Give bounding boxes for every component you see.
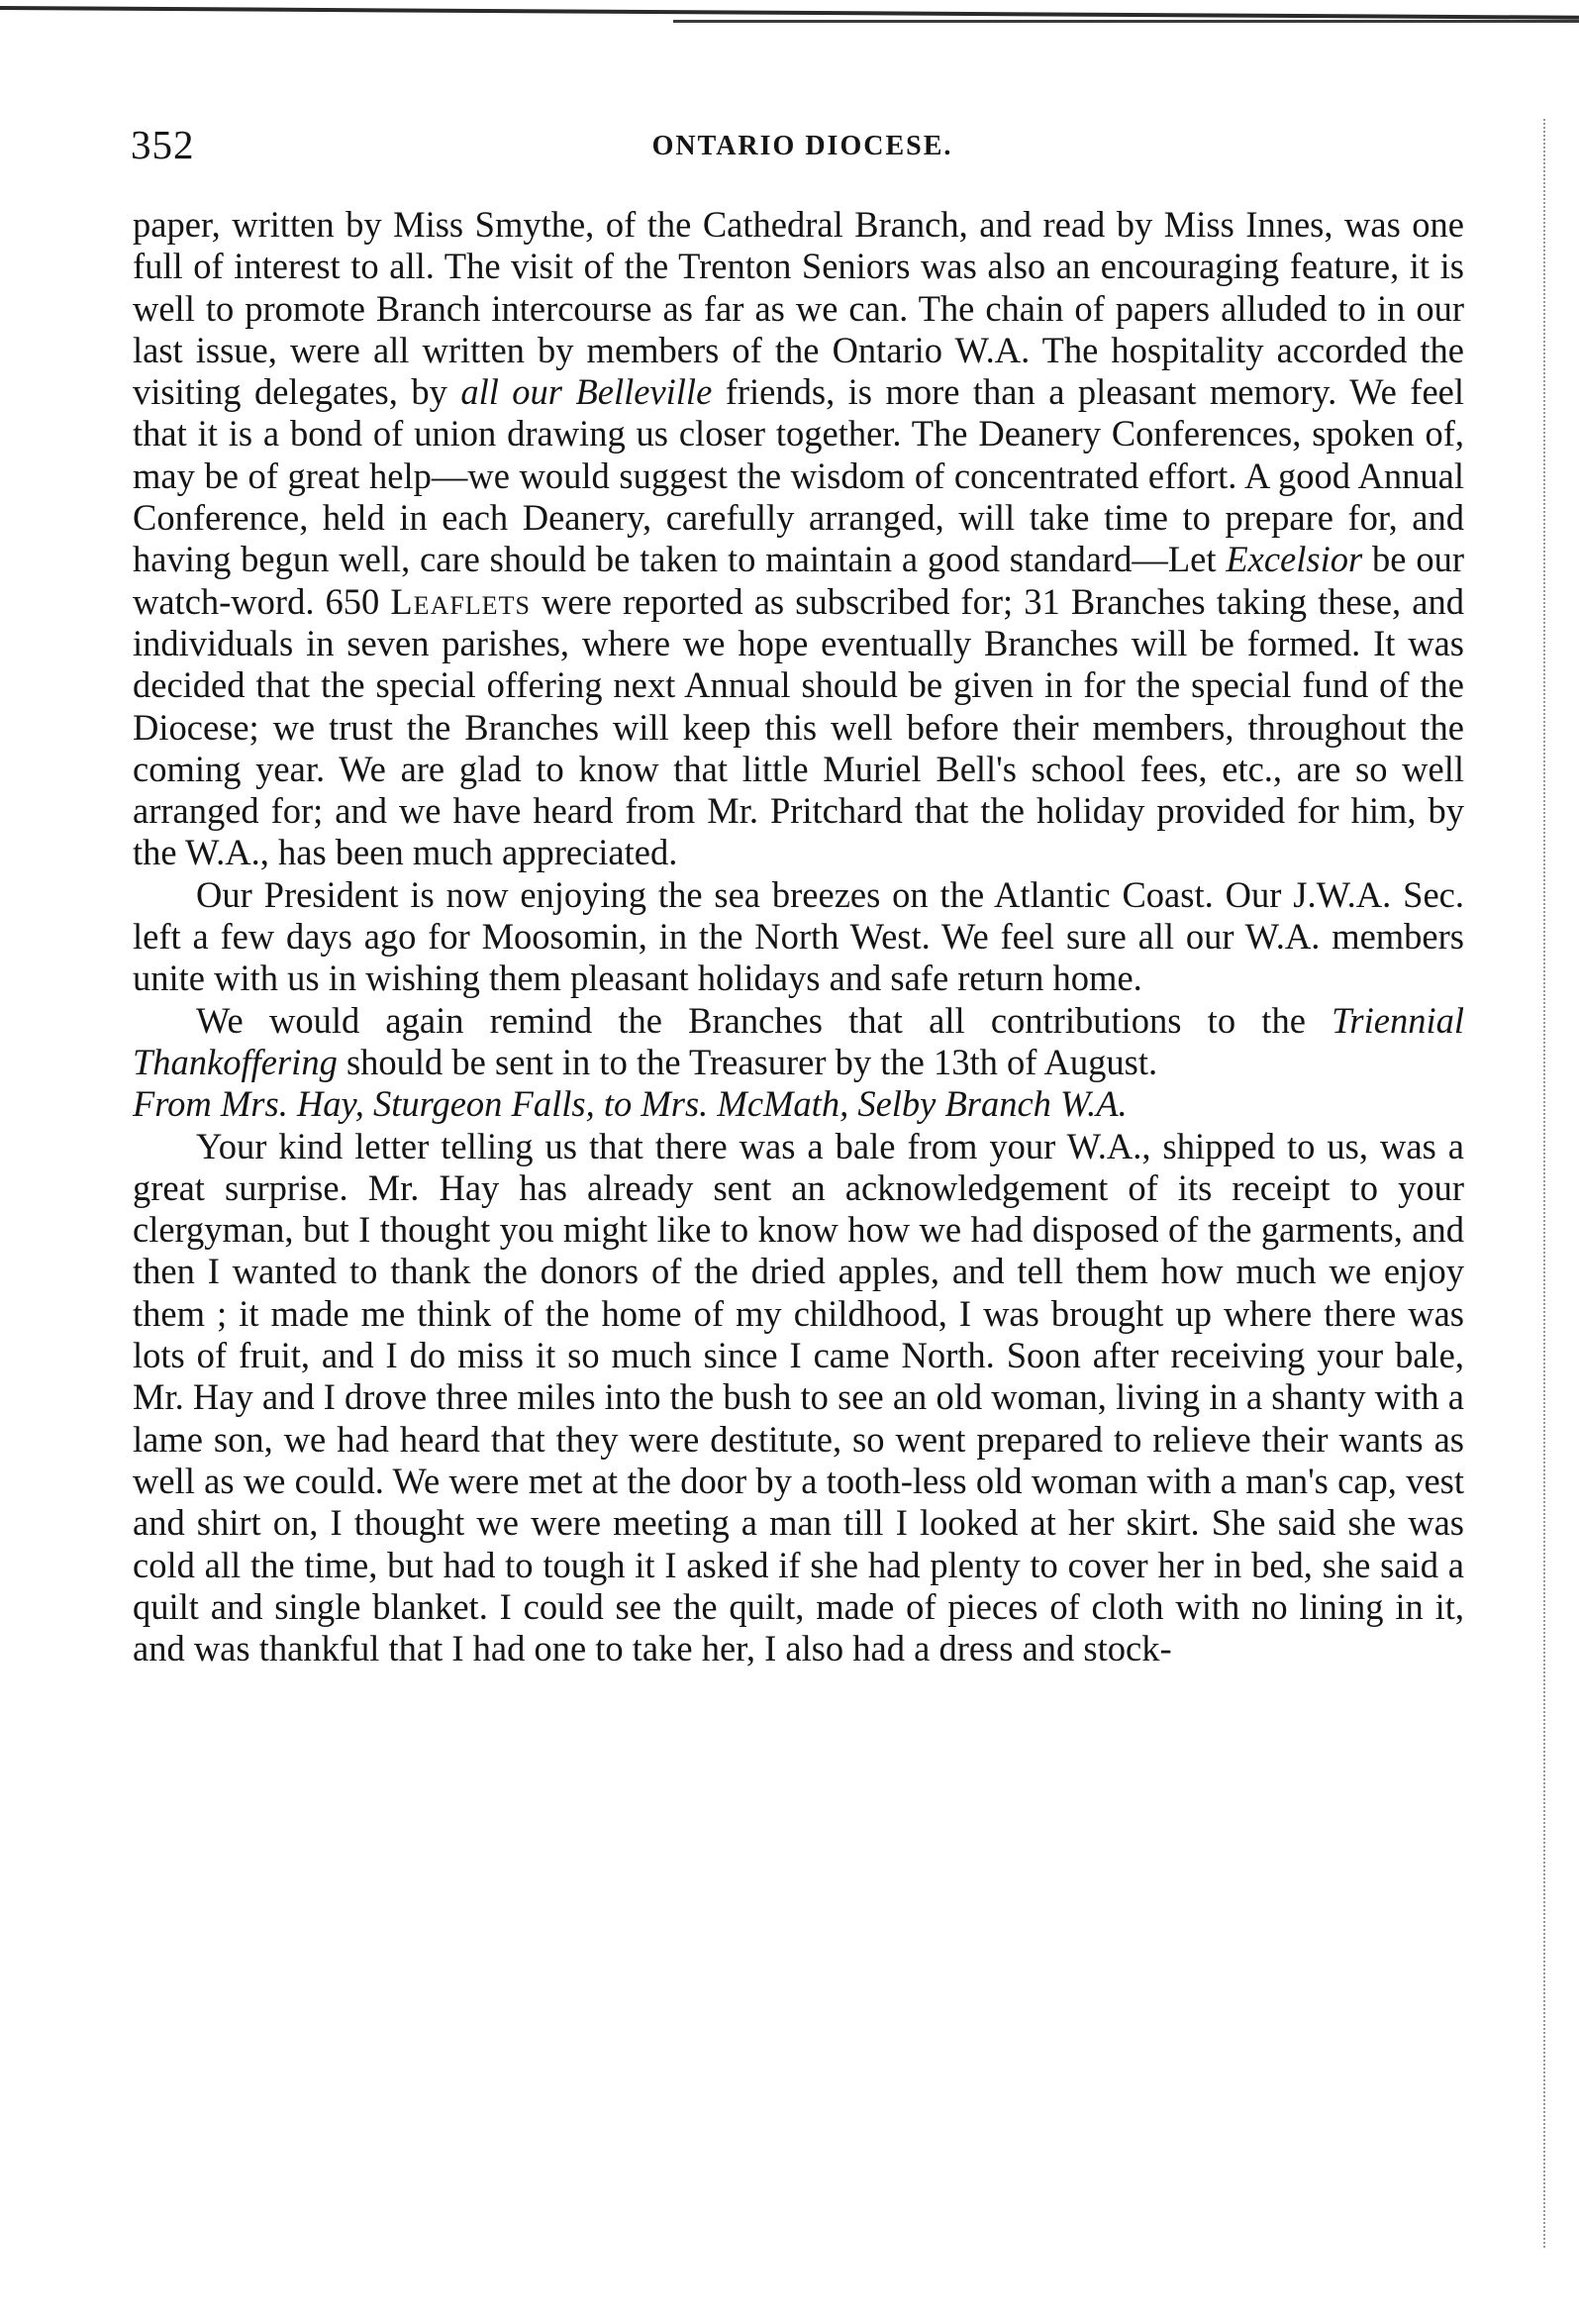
page-body: [133, 204, 1464, 1669]
page-number: 352: [131, 122, 195, 167]
running-head: ONTARIO DIOCESE.: [651, 131, 953, 161]
paragraph-text: We would again remind the Branches that all contributions to the: [196, 999, 1332, 1041]
smallcaps-word: Leaflets: [390, 580, 531, 622]
paragraph-president: Our President is now enjoying the sea breezes on the Atlantic Coast. Our J.W.A. Sec. left a few days ago for Moosomin, in the North West. We feel sure all our W.A. members unite with us in wishing them pleasant holidays and safe return home.: [133, 873, 1464, 999]
paragraph-text: were reported as subscribed for; 31 Branches taking these, and individuals in seven parishes, where we hope eventually Branches will be formed. It was decided that the special offering next Annual should be given in for the special fund of the Diocese; we trust the Branches will keep this well before their members, throughout the coming year. We are glad to know that little Muriel Bell's school fees, etc., are so well arranged for; and we have heard from Mr. Pritchard that the holiday provided for him, by the W.A., has been much appreciated.: [133, 580, 1464, 873]
top-border-rule: [0, 6, 1579, 20]
paragraph-continued: [133, 204, 1464, 874]
italic-phrase: all our Belleville: [460, 371, 713, 413]
italic-phrase: Triennial Thankoffering: [133, 999, 1464, 1082]
page-header: [131, 117, 1474, 178]
page-edge-dots: [1543, 119, 1545, 2248]
letter-heading-text: From Mrs. Hay, Sturgeon Falls, to Mrs. McMath, Selby Branch W.A.: [133, 1083, 1128, 1125]
italic-phrase: Excelsior: [1226, 539, 1363, 580]
paragraph-reminder: [133, 1000, 1464, 1084]
paragraph-letter: Your kind letter telling us that there was a bale from your W.A., shipped to us, was a great surprise. Mr. Hay has already sent an acknowledgement of its receipt to your clergyman, but I thought you might like to know how we had disposed of the garments, and then I wanted to thank the donors of the dried apples, and tell them how much we enjoy them ; it made me think of the home of my childhood, I was brought up where there was lots of fruit, and I do miss it so much since I came North. Soon after receiving your bale, Mr. Hay and I drove three miles into the bush to see an old woman, living in a shanty with a lame son, we had heard that they were destitute, so went prepared to relieve their wants as well as we could. We were met at the door by a tooth-less old woman with a man's cap, vest and shirt on, I thought we were meeting a man till I looked at her skirt. She said she was cold all the time, but had to tough it I asked if she had plenty to cover her in bed, she said a quilt and single blanket. I could see the quilt, made of pieces of cloth with no lining in it, and was thankful that I had one to take her, I also had a dress and stock-: [133, 1125, 1464, 1669]
paragraph-text: be our watch-word. 650: [133, 539, 1465, 622]
paragraph-text: friends, is more than a pleasant memory. We feel that it is a bond of union drawing us closer together. The Deanery Conferences, spoken of, may be of great help—we would suggest the wisdom of concentrated effort. A good Annual Conference, held in each Deanery, carefully arranged, will take time to prepare for, and having begun well, care should be taken to maintain a good standard—Let: [133, 371, 1464, 580]
letter-heading: [133, 1083, 1464, 1125]
top-border-rule-secondary: [673, 20, 1579, 23]
paragraph-text: paper, written by Miss Smythe, of the Cathedral Branch, and read by Miss Innes, was one full of interest to all. The visit of the Trenton Seniors was also an encouraging feature, it is well to promote Branch intercourse as far as we can. The chain of papers alluded to in our last issue, were all written by members of the Ontario W.A. The hospitality accorded the visiting delegates, by: [133, 204, 1464, 413]
paragraph-text: should be sent in to the Treasurer by the 13th of August.: [337, 1041, 1158, 1082]
